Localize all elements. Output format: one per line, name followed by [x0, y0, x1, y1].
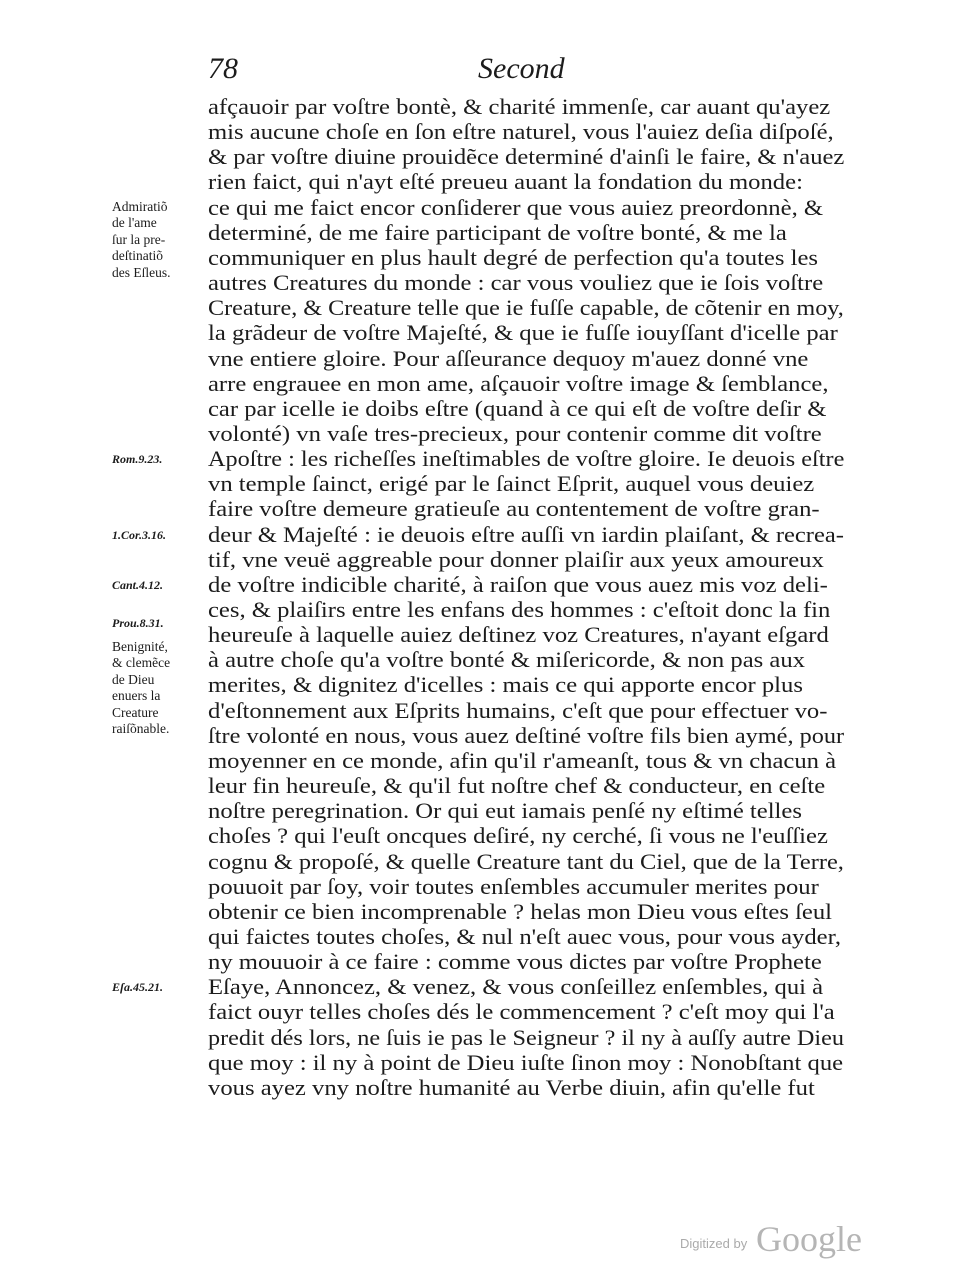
text-line: qui faictes toutes choſes, & nul n'eſt auec vous, pour vous ayder, [208, 923, 841, 949]
text-line: leur fin heureuſe, & qu'il fut noſtre chef & conducteur, en ceſte [208, 773, 826, 799]
text-line: autres Creatures du monde : car vous vouliez que ie ſois voſtre [208, 270, 824, 296]
text-line: predit dés lors, ne ſuis ie pas le Seigneur ? il ny à auſſy autre Dieu [208, 1024, 844, 1050]
scripture-reference: Eſa.45.21. [112, 980, 163, 995]
margin-note-line: Creature [112, 704, 159, 720]
text-line: vous ayez vny noſtre humanité au Verbe diuin, afin qu'elle fut [208, 1074, 815, 1100]
text-line: Creature, & Creature telle que ie fuſſe capable, de cõtenir en moy, [208, 295, 844, 321]
text-line: car par icelle ie doibs eſtre (quand à ce qui eſt de voſtre deſir & [208, 395, 827, 421]
text-line: Eſaye, Annoncez, & venez, & vous conſeillez enſembles, qui à [208, 974, 824, 1000]
text-line: ſtre volonté en nous, vous auez deſtiné voſtre fils bien aymé, pour [208, 722, 845, 748]
margin-note-line: ſur la pre- [112, 231, 166, 247]
margin-note-line: Benignité, [112, 638, 168, 654]
text-line: cognu & propoſé, & quelle Creature tant du Ciel, que de la Terre, [208, 848, 844, 874]
page-header [0, 52, 967, 92]
text-line: ce qui me faict encor conſiderer que vous auiez preordonnè, & [208, 194, 824, 220]
margin-note-line: deſtinatiõ [112, 248, 163, 264]
text-line: d'eſtonnement aux Eſprits humains, c'eſt que pour effectuer vo- [208, 697, 828, 723]
text-line: vn temple ſainct, erigé par le ſainct Eſprit, auquel vous deuiez [208, 471, 815, 497]
text-line: que moy : il ny à point de Dieu iuſte ſinon moy : Nonobſtant que [208, 1049, 844, 1075]
text-line: faire voſtre demeure gratieuſe au contentement de voſtre gran- [208, 496, 820, 522]
text-line: choſes ? qui l'euſt oncques deſiré, ny cerché, ſi vous ne l'euſſiez [208, 823, 828, 849]
watermark-label: Digitized by [680, 1236, 748, 1251]
text-line: rien faict, qui n'ayt eſté preueu auant la fondation du monde: [208, 169, 803, 195]
running-title: Second [478, 52, 565, 85]
text-line: de voſtre indicible charité, à raiſon que vous auez mis voz deli- [208, 571, 828, 597]
text-line: à autre choſe qu'a voſtre bonté & miſericorde, & non pas aux [208, 647, 805, 673]
text-line: la grãdeur de voſtre Majeſté, & que ie fuſſe iouyſſant d'icelle par [208, 320, 838, 346]
margin-note-line: de Dieu [112, 671, 155, 687]
text-line: moyenner en ce monde, afin qu'il r'ameanſt, tous & vn chacun à [208, 747, 837, 773]
text-line: determiné, de me faire participant de voſtre bonté, & me la [208, 219, 787, 245]
text-line: heureuſe à laquelle auiez deſtinez voz Creatures, n'ayant eſgard [208, 622, 829, 648]
page-number: 78 [208, 52, 238, 85]
text-line: & par voſtre diuine prouidẽce determiné d'ainſi le faire, & n'auez [208, 144, 845, 170]
text-line: pouuoit par ſoy, voir toutes enſembles accumuler merites pour [208, 873, 819, 899]
text-line: tif, vne veuë aggreable pour donner plaiſir aux yeux amoureux [208, 546, 824, 572]
text-line: deur & Majeſté : ie deuois eſtre auſſi vn iardin plaiſant, & recrea- [208, 521, 844, 547]
scripture-reference: Rom.9.23. [112, 452, 163, 467]
google-logo: Google [756, 1219, 862, 1259]
text-line: faict ouyr telles choſes dés le commencement ? c'eſt moy qui l'a [208, 999, 835, 1025]
scripture-reference: Cant.4.12. [112, 577, 164, 592]
scripture-reference: Prou.8.31. [112, 615, 164, 630]
margin-note-line: Admiratiõ [112, 198, 168, 214]
scripture-reference: 1.Cor.3.16. [112, 527, 167, 542]
text-line: communiquer en plus hault degré de perfection qu'a toutes les [208, 244, 818, 270]
text-line: merites, & dignitez d'icelles : mais ce qui apporte encor plus [208, 672, 803, 698]
text-line: Apoſtre : les richeſſes ineſtimables de voſtre gloire. Ie deuois eſtre [208, 446, 845, 472]
margin-note-line: raiſõnable. [112, 721, 170, 737]
text-line: afçauoir par voſtre bontè, & charité immenſe, car auant qu'ayez [208, 94, 831, 119]
text-line: noſtre peregrination. Or qui eut iamais penſé ny eſtimé telles [208, 798, 802, 824]
text-line: obtenir ce bien incomprenable ? helas mon Dieu vous eſtes ſeul [208, 898, 833, 924]
text-line: ny mouuoir à ce faire : comme vous dictes par voſtre Prophete [208, 949, 822, 975]
text-line: arre engrauee en mon ame, aſçauoir voſtre image & ſemblance, [208, 370, 829, 396]
text-line: vne entiere gloire. Pour aſſeurance dequoy m'auez donné vne [208, 345, 809, 371]
text-line: mis aucune choſe en ſon eſtre naturel, vous l'auiez deſia diſpoſé, [208, 119, 834, 145]
margin-note-line: des Eſleus. [112, 264, 171, 280]
text-line: volonté) vn vaſe tres-precieux, pour contenir comme dit voſtre [208, 420, 822, 446]
margin-note-line: enuers la [112, 688, 161, 704]
margin-note-line: & clemẽce [112, 655, 171, 671]
margin-note-line: de l'ame [112, 215, 157, 231]
digitized-watermark [680, 1218, 880, 1264]
text-line: ces, & plaiſirs entre les enfans des hommes : c'eſtoit donc la fin [208, 597, 831, 622]
